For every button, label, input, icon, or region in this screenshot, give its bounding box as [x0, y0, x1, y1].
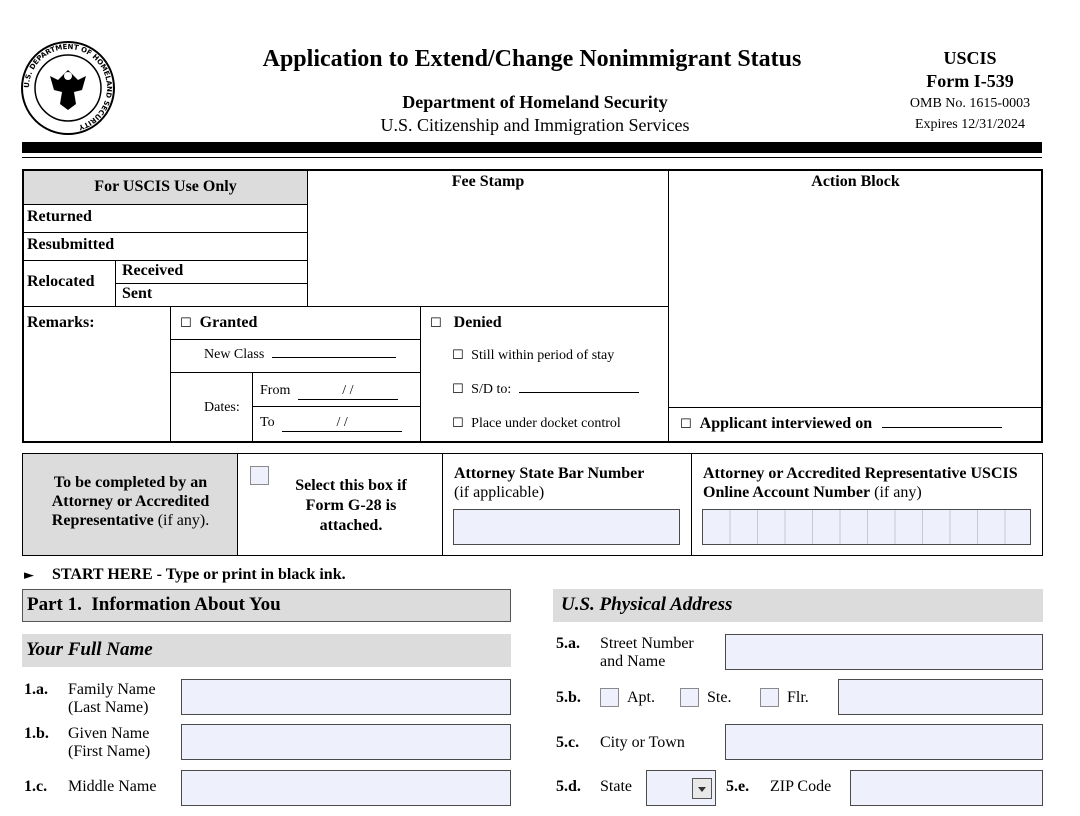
- fee-stamp-heading: Fee Stamp: [451, 173, 525, 190]
- department-name: Department of Homeland Security: [402, 92, 668, 112]
- omb-number: OMB No. 1615-0003: [909, 96, 1031, 111]
- city-input[interactable]: [725, 724, 1043, 760]
- sd-to-label: S/D to:: [471, 382, 512, 397]
- granted-label: Granted: [199, 314, 258, 331]
- new-class-label: New Class: [204, 347, 265, 362]
- apt-checkbox[interactable]: [600, 688, 619, 707]
- use-only-heading: For USCIS Use Only: [94, 178, 237, 195]
- street-number: 5.a.: [556, 635, 580, 652]
- bar-number-label: Attorney State Bar Number: [454, 465, 645, 482]
- form-number: Form I-539: [926, 71, 1014, 91]
- zip-label: ZIP Code: [770, 778, 832, 795]
- city-label: City or Town: [600, 734, 685, 751]
- interviewed-checkbox: ☐: [680, 417, 692, 432]
- still-within-label: Still within period of stay: [471, 348, 615, 363]
- ste-checkbox[interactable]: [680, 688, 699, 707]
- agency-name: U.S. Citizenship and Immigration Services: [380, 115, 690, 135]
- interviewed-label: Applicant interviewed on: [699, 415, 873, 432]
- street-label: Street Number and Name: [600, 635, 694, 670]
- interviewed-option: [680, 415, 1002, 433]
- family-name-number: 1.a.: [24, 681, 48, 698]
- start-here-instruction: ► START HERE - Type or print in black ink.: [24, 566, 346, 583]
- header-thick-rule: [22, 142, 1042, 153]
- dhs-seal: [20, 40, 116, 136]
- bar-number-input[interactable]: [453, 509, 680, 545]
- address-heading: U.S. Physical Address: [553, 589, 1043, 622]
- resubmitted-label: Resubmitted: [27, 236, 115, 253]
- online-account-label: Attorney or Accredited Representative USCIS Online Account Number: [703, 465, 1018, 501]
- sd-to-option: [452, 382, 639, 398]
- g28-label: Select this box if Form G-28 is attached.: [295, 477, 407, 534]
- header-thin-rule: [22, 157, 1042, 158]
- unit-number: 5.b.: [556, 689, 581, 706]
- returned-label: Returned: [27, 208, 92, 225]
- given-name-number: 1.b.: [24, 725, 49, 742]
- unit-input[interactable]: [838, 679, 1043, 715]
- flr-label: Flr.: [787, 689, 809, 706]
- bar-number-qualifier: (if applicable): [454, 484, 545, 501]
- sd-to-checkbox: ☐: [452, 382, 464, 397]
- docket-checkbox: ☐: [452, 416, 464, 431]
- state-number: 5.d.: [556, 778, 581, 795]
- from-date-line: / /: [298, 383, 398, 400]
- denied-checkbox: ☐: [430, 316, 442, 331]
- middle-name-label: Middle Name: [68, 778, 157, 795]
- online-account-qualifier: (if any): [874, 484, 922, 501]
- form-title: Application to Extend/Change Nonimmigrant Status: [262, 46, 802, 72]
- online-account-heading: [703, 464, 1039, 502]
- g28-checkbox[interactable]: [250, 466, 269, 485]
- sent-label: Sent: [122, 285, 153, 302]
- bar-number-heading: [454, 464, 686, 502]
- attorney-instructions: To be completed by an Attorney or Accredited Representative (if any).: [51, 474, 210, 529]
- granted-checkbox: ☐: [180, 316, 192, 331]
- state-select[interactable]: [646, 770, 716, 806]
- part1-heading: Part 1. Information About You: [22, 589, 511, 622]
- apt-label: Apt.: [627, 689, 655, 706]
- to-label: To: [260, 415, 275, 430]
- docket-label: Place under docket control: [471, 416, 621, 431]
- given-name-input[interactable]: [181, 724, 511, 760]
- new-class-line: [204, 347, 396, 363]
- granted-option: [180, 314, 257, 332]
- full-name-heading: Your Full Name: [22, 634, 511, 667]
- action-block-heading: Action Block: [811, 173, 900, 190]
- relocated-label: Relocated: [27, 273, 95, 290]
- zip-input[interactable]: [850, 770, 1043, 806]
- online-account-input[interactable]: [702, 509, 1031, 545]
- state-label: State: [600, 778, 632, 795]
- still-within-option: [452, 348, 614, 364]
- arrow-icon: ►: [24, 568, 34, 583]
- denied-option: [430, 314, 502, 332]
- to-date: [260, 415, 402, 432]
- denied-label: Denied: [453, 314, 502, 331]
- to-date-line: / /: [282, 415, 402, 432]
- svg-text:U.S. DEPARTMENT OF HOMELAND SE: U.S. DEPARTMENT OF HOMELAND SECURITY: [22, 42, 114, 132]
- street-input[interactable]: [725, 634, 1043, 670]
- flr-checkbox[interactable]: [760, 688, 779, 707]
- family-name-label: Family Name (Last Name): [68, 681, 156, 716]
- middle-name-input[interactable]: [181, 770, 511, 806]
- city-number: 5.c.: [556, 734, 580, 751]
- middle-name-number: 1.c.: [24, 778, 48, 795]
- from-date: [260, 383, 398, 400]
- org-name: USCIS: [943, 48, 997, 68]
- from-label: From: [260, 383, 291, 398]
- expiration-date: Expires 12/31/2024: [914, 117, 1026, 132]
- still-within-checkbox: ☐: [452, 348, 464, 363]
- zip-number: 5.e.: [726, 778, 750, 795]
- ste-label: Ste.: [707, 689, 732, 706]
- dates-label: Dates:: [204, 400, 240, 415]
- remarks-label: Remarks:: [27, 314, 95, 331]
- family-name-input[interactable]: [181, 679, 511, 715]
- docket-option: [452, 416, 621, 432]
- chevron-down-icon[interactable]: [692, 778, 712, 799]
- given-name-label: Given Name (First Name): [68, 725, 151, 760]
- received-label: Received: [122, 262, 184, 279]
